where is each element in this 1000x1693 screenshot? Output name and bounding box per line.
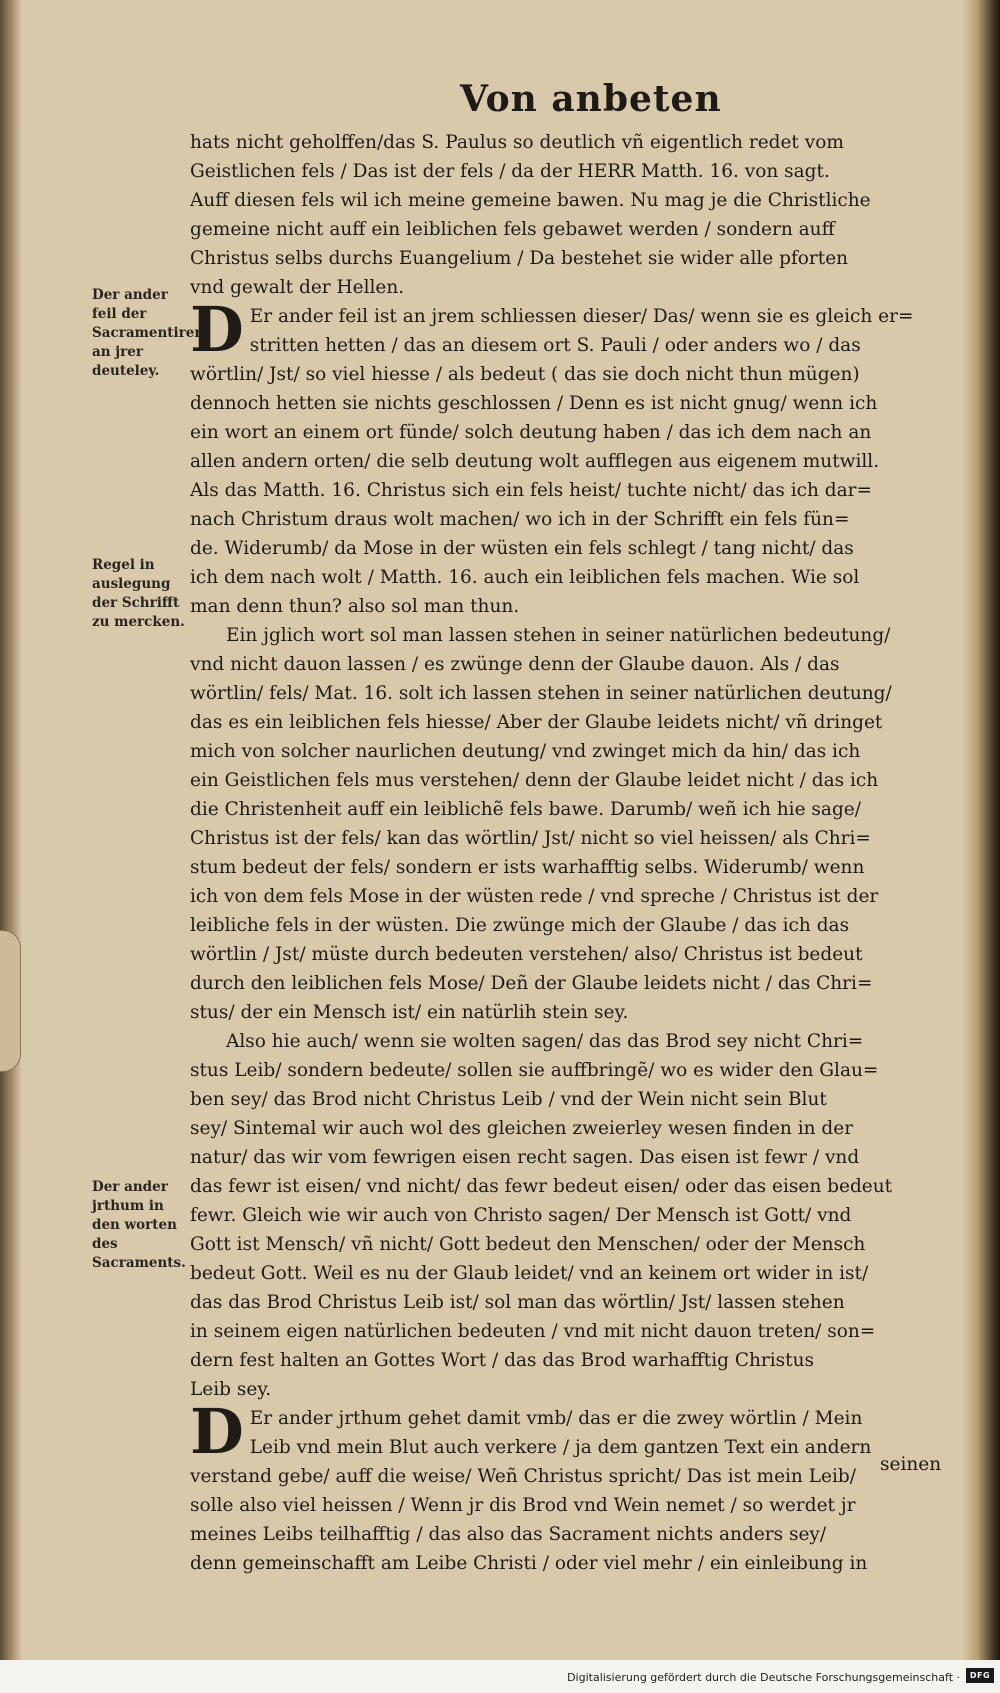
text-line: die Christenheit auff ein leiblichẽ fels bawe. Darumb/ weñ ich hie sage/ [190, 799, 861, 820]
text-line: in seinem eigen natürlichen bedeuten / vnd mit nicht dauon treten/ son= [190, 1321, 876, 1342]
page-title: Von anbeten [460, 78, 722, 120]
paragraph-5 [190, 1395, 942, 1578]
text-line: natur/ das wir vom fewrigen eisen recht sagen. Das eisen ist fewr / vnd [190, 1147, 860, 1168]
main-text-body [190, 128, 942, 1578]
text-line: meines Leibs teilhafftig / das also das Sacrament nichts anders sey/ [190, 1524, 827, 1545]
text-line: dern fest halten an Gottes Wort / das das Brod warhafftig Christus [190, 1350, 815, 1371]
text-line: Ein jglich wort sol man lassen stehen in seiner natürlichen bedeutung/ [226, 625, 891, 646]
marginal-note-2: Regel in auslegung der Schrifft zu mercken. [92, 557, 185, 630]
text-line: Also hie auch/ wenn sie wolten sagen/ das das Brod sey nicht Chri= [226, 1031, 864, 1052]
dfg-logo-icon: DFG [966, 1668, 994, 1683]
marginal-note-3: Der ander jrthum in den worten des Sacraments. [92, 1179, 186, 1271]
text-line: man denn thun? also sol man thun. [190, 596, 520, 617]
text-line: solle also viel heissen / Wenn jr dis Brod vnd Wein nemet / so werdet jr [190, 1495, 856, 1516]
paragraph-2 [190, 293, 942, 621]
text-line: Geistlichen fels / Das ist der fels / da der HERR Matth. 16. von sagt. [190, 161, 830, 182]
drop-capital: D [190, 1395, 244, 1468]
text-line: Leib vnd mein Blut auch verkere / ja dem gantzen Text ein andern [249, 1437, 872, 1458]
text-line: stritten hetten / das an diesem ort S. Pauli / oder anders wo / das [249, 335, 861, 356]
text-line: wörtlin / Jst/ müste durch bedeuten verstehen/ also/ Christus ist bedeut [190, 944, 863, 965]
text-line: Er ander feil ist an jrem schliessen dieser/ Das/ wenn sie es gleich er= [249, 306, 914, 327]
text-line: das das Brod Christus Leib ist/ sol man das wörtlin/ Jst/ lassen stehen [190, 1292, 845, 1313]
paragraph-4 [190, 1027, 942, 1404]
funding-credit: Digitalisierung gefördert durch die Deutsche Forschungsgemeinschaft · [567, 1671, 960, 1684]
footer-bar [0, 1660, 1000, 1693]
text-line: nach Christum draus wolt machen/ wo ich in der Schrifft ein fels fün= [190, 509, 850, 530]
text-line: Christus ist der fels/ kan das wörtlin/ Jst/ nicht so viel heissen/ als Chri= [190, 828, 871, 849]
text-line: dennoch hetten sie nichts geschlossen / Denn es ist nicht gnug/ wenn ich [190, 393, 878, 414]
catchword: seinen [880, 1454, 942, 1475]
text-line: ein Geistlichen fels mus verstehen/ denn der Glaube leidet nicht / das ich [190, 770, 879, 791]
text-line: wörtlin/ Jst/ so viel hiesse / als bedeut ( das sie doch nicht thun mügen) [190, 364, 860, 385]
text-line: ich von dem fels Mose in der wüsten rede / vnd spreche / Christus ist der [190, 886, 879, 907]
text-line: fewr. Gleich wie wir auch von Christo sagen/ Der Mensch ist Gott/ vnd [190, 1205, 852, 1226]
text-line: hats nicht geholffen/das S. Paulus so deutlich vñ eigentlich redet vom [190, 132, 844, 153]
page-gutter-shadow [0, 0, 22, 1660]
text-line: durch den leiblichen fels Mose/ Deñ der Glaube leidets nicht / das Chri= [190, 973, 873, 994]
page-fore-edge [962, 0, 1000, 1660]
text-line: Auff diesen fels wil ich meine gemeine bawen. Nu mag je die Christliche [190, 190, 871, 211]
drop-capital: D [190, 293, 244, 366]
text-line: mich von solcher naurlichen deutung/ vnd zwinget mich da hin/ das ich [190, 741, 861, 762]
text-line: sey/ Sintemal wir auch wol des gleichen zweierley wesen finden in der [190, 1118, 854, 1139]
text-line: verstand gebe/ auff die weise/ Weñ Christus spricht/ Das ist mein Leib/ [190, 1466, 856, 1487]
text-line: ich dem nach wolt / Matth. 16. auch ein leiblichen fels machen. Wie sol [190, 567, 860, 588]
page-tab-mark [0, 930, 21, 1072]
text-line: Er ander jrthum gehet damit vmb/ das er die zwey wörtlin / Mein [249, 1408, 863, 1429]
text-line: das es ein leiblichen fels hiesse/ Aber der Glaube leidets nicht/ vñ dringet [190, 712, 883, 733]
text-line: Leib sey. [190, 1379, 272, 1400]
text-line: bedeut Gott. Weil es nu der Glaub leidet/ vnd an keinem ort wider in ist/ [190, 1263, 869, 1284]
text-line: Als das Matth. 16. Christus sich ein fels heist/ tuchte nicht/ das ich dar= [190, 480, 872, 501]
text-line: stum bedeut der fels/ sondern er ists warhafftig selbs. Widerumb/ wenn [190, 857, 865, 878]
paragraph-1 [190, 128, 942, 302]
text-line: ben sey/ das Brod nicht Christus Leib / vnd der Wein nicht sein Blut [190, 1089, 827, 1110]
text-line: Christus selbs durchs Euangelium / Da bestehet sie wider alle pforten [190, 248, 849, 269]
text-line: gemeine nicht auff ein leiblichen fels gebawet werden / sondern auff [190, 219, 835, 240]
text-line: vnd gewalt der Hellen. [190, 277, 405, 298]
text-line: das fewr ist eisen/ vnd nicht/ das fewr bedeut eisen/ oder das eisen bedeut [190, 1176, 893, 1197]
text-line: wörtlin/ fels/ Mat. 16. solt ich lassen stehen in seiner natürlichen deutung/ [190, 683, 892, 704]
text-line: de. Widerumb/ da Mose in der wüsten ein fels schlegt / tang nicht/ das [190, 538, 854, 559]
text-line: stus Leib/ sondern bedeute/ sollen sie auffbringẽ/ wo es wider den Glau= [190, 1060, 879, 1081]
text-line: vnd nicht dauon lassen / es zwünge denn der Glaube dauon. Als / das [190, 654, 840, 675]
text-line: Gott ist Mensch/ vñ nicht/ Gott bedeut den Menschen/ oder der Mensch [190, 1234, 866, 1255]
marginal-note-1: Der ander feil der Sacramentirer an jrer deuteley. [92, 287, 202, 379]
text-line: leibliche fels in der wüsten. Die zwünge mich der Glaube / das ich das [190, 915, 850, 936]
text-line: ein wort an einem ort fünde/ solch deutung haben / das ich dem nach an [190, 422, 872, 443]
text-line: stus/ der ein Mensch ist/ ein natürlih stein sey. [190, 1002, 629, 1023]
paragraph-3 [190, 621, 942, 1027]
text-line: denn gemeinschafft am Leibe Christi / oder viel mehr / ein einleibung in [190, 1553, 868, 1574]
text-line: allen andern orten/ die selb deutung wolt aufflegen aus eigenem mutwill. [190, 451, 880, 472]
